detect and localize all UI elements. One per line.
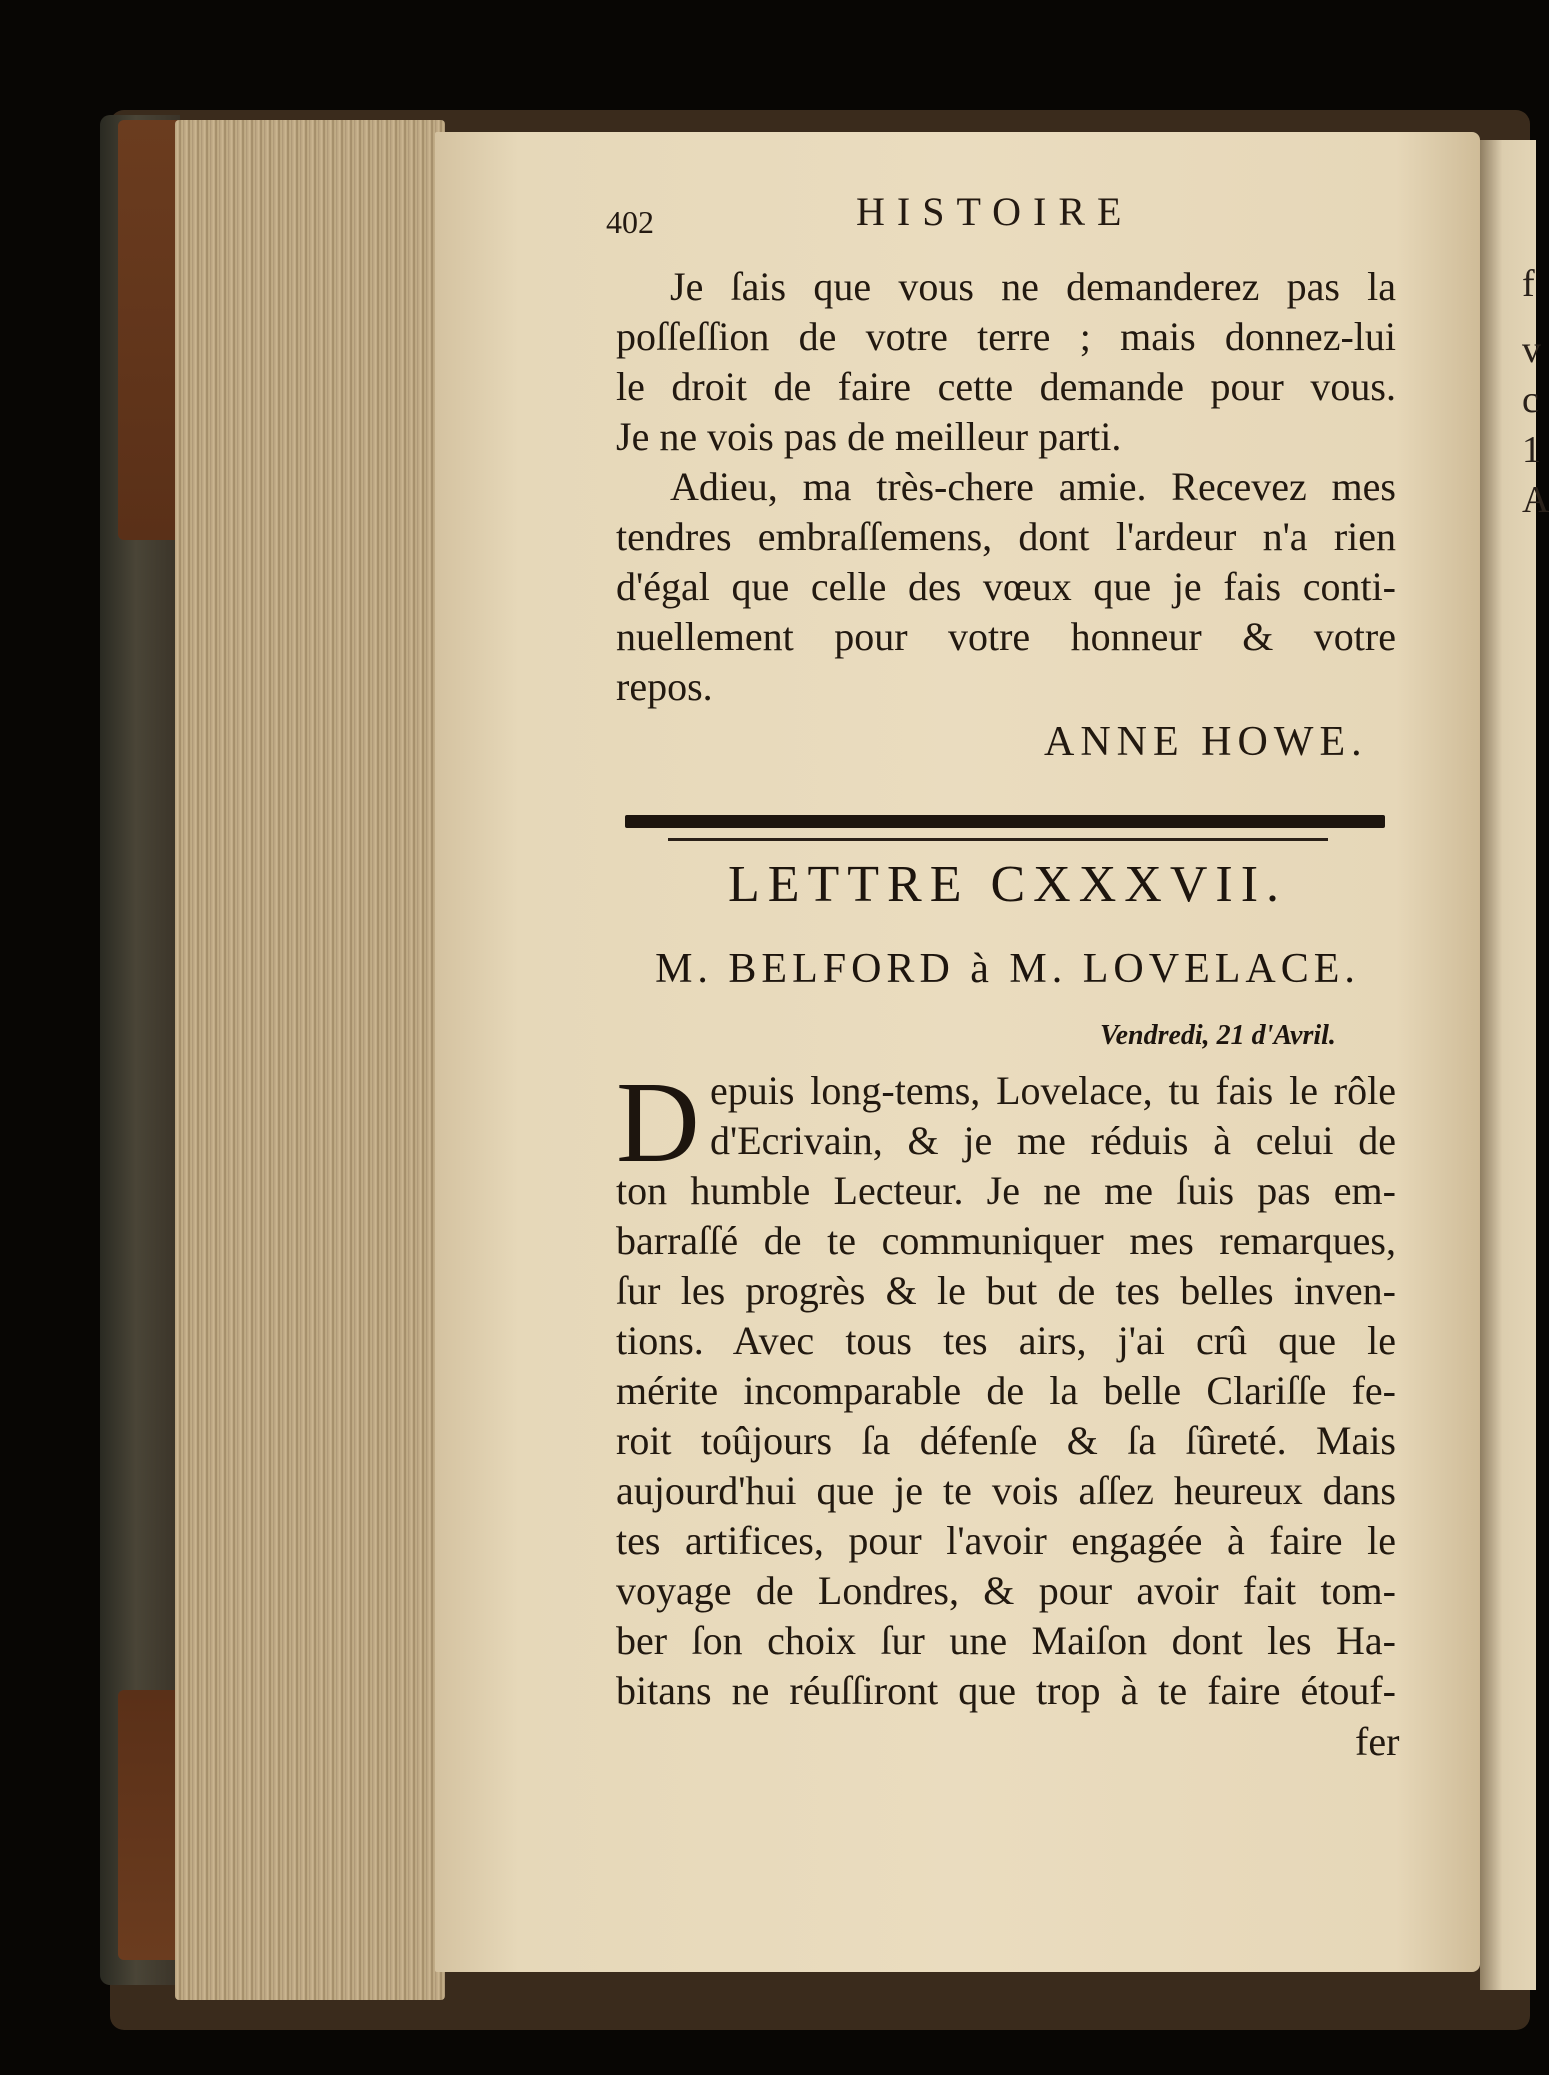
letter-opening bbox=[710, 1066, 1396, 1166]
text-line: epuis long-tems, Lovelace, tu fais le rôle bbox=[710, 1068, 1396, 1113]
thin-rule bbox=[668, 838, 1328, 841]
catchword: fer bbox=[1355, 1719, 1400, 1764]
facing-page-char: A bbox=[1522, 479, 1549, 521]
page-number: 402 bbox=[606, 204, 654, 240]
text-line: ber ſon choix ſur une Maiſon dont les Ha- bbox=[616, 1618, 1396, 1663]
letter-title: LETTRE CXXXVII. bbox=[727, 856, 1288, 913]
letter-body bbox=[616, 1166, 1396, 1716]
text-line: ton humble Lecteur. Je ne me ſuis pas em- bbox=[616, 1168, 1396, 1213]
signature: ANNE HOWE. bbox=[1044, 719, 1368, 765]
text-line: d'égal que celle des vœux que je fais conti- bbox=[616, 564, 1396, 609]
text-line: barraſſé de te communiquer mes remarques, bbox=[616, 1218, 1396, 1263]
facing-page-char: c bbox=[1522, 379, 1539, 421]
text-line: ſur les progrès & le but de tes belles inven- bbox=[616, 1268, 1396, 1313]
paragraph-2 bbox=[616, 462, 1396, 712]
text-line: Je ſais que vous ne demanderez pas la bbox=[670, 264, 1396, 309]
text-line: Je ne vois pas de meilleur parti. bbox=[616, 414, 1122, 459]
text-line: tes artifices, pour l'avoir engagée à faire le bbox=[616, 1518, 1396, 1563]
letter-date: Vendredi, 21 d'Avril. bbox=[1100, 1020, 1336, 1051]
page-edges bbox=[175, 120, 445, 2000]
text-line: aujourd'hui que je te vois aſſez heureux dans bbox=[616, 1468, 1396, 1513]
text-line: roit toûjours ſa défenſe & ſa ſûreté. Mais bbox=[616, 1418, 1396, 1463]
text-line: d'Ecrivain, & je me réduis à celui de bbox=[710, 1118, 1396, 1163]
text-line: le droit de faire cette demande pour vous. bbox=[616, 364, 1396, 409]
text-line: poſſeſſion de votre terre ; mais donnez-lui bbox=[616, 314, 1396, 359]
drop-cap: D bbox=[616, 1059, 700, 1187]
facing-page-char: f bbox=[1522, 263, 1535, 305]
paragraph-1 bbox=[616, 262, 1396, 462]
text-line: repos. bbox=[616, 664, 713, 709]
letter-addressee: M. BELFORD à M. LOVELACE. bbox=[655, 946, 1360, 992]
facing-page-char: v bbox=[1522, 329, 1541, 371]
ornamental-rule bbox=[625, 815, 1385, 828]
text-line: voyage de Londres, & pour avoir fait tom- bbox=[616, 1568, 1396, 1613]
text-line: Adieu, ma très-chere amie. Recevez mes bbox=[670, 464, 1396, 509]
facing-page-char: 1 bbox=[1522, 429, 1541, 471]
running-title: HISTOIRE bbox=[856, 189, 1134, 234]
text-line: tendres embraſſemens, dont l'ardeur n'a rien bbox=[616, 514, 1396, 559]
text-line: bitans ne réuſſiront que trop à te faire étouf- bbox=[616, 1668, 1396, 1713]
text-line: tions. Avec tous tes airs, j'ai crû que le bbox=[616, 1318, 1396, 1363]
text-line: mérite incomparable de la belle Clariſſe fe- bbox=[616, 1368, 1396, 1413]
text-line: nuellement pour votre honneur & votre bbox=[616, 614, 1396, 659]
